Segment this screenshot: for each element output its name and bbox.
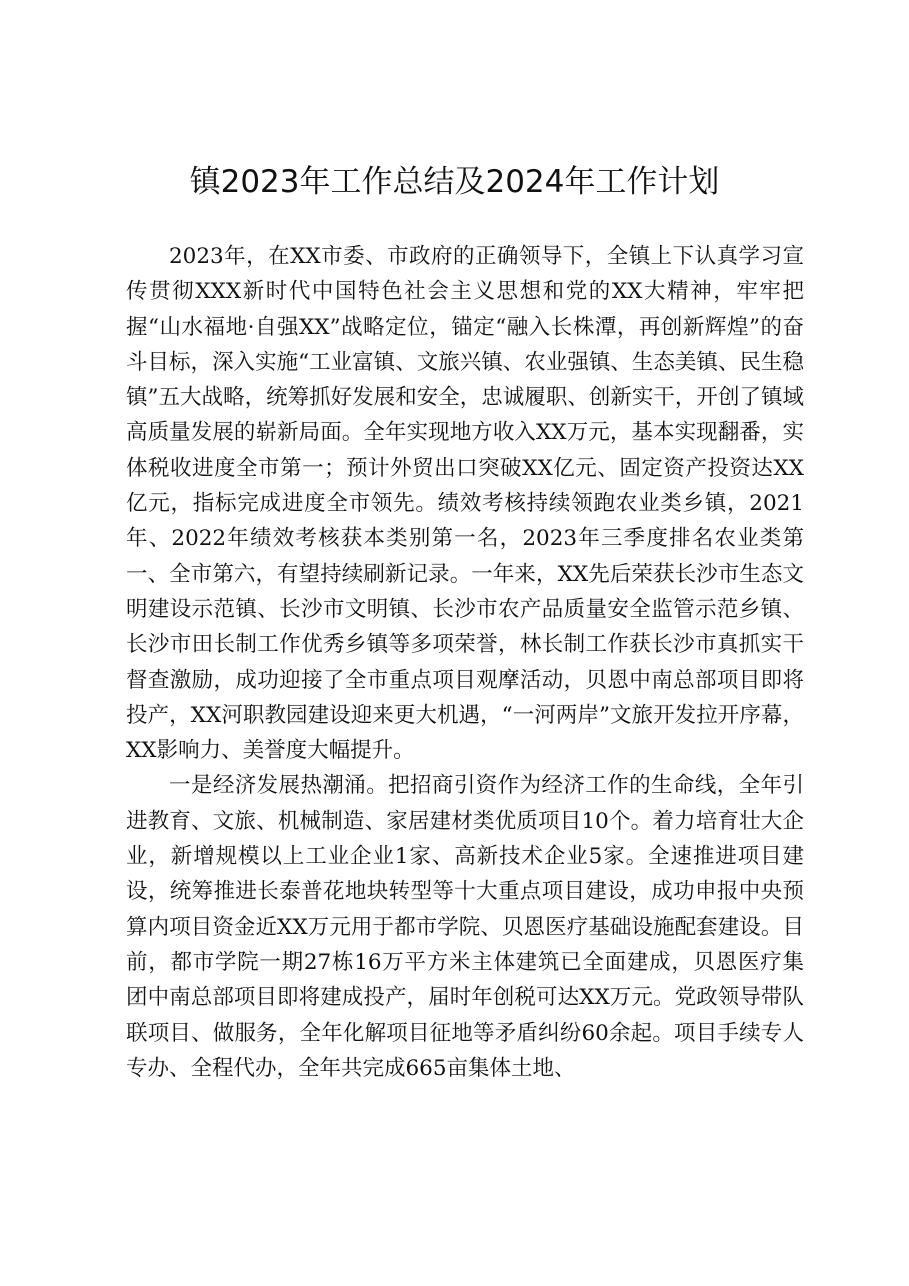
paragraph-economy: 一是经济发展热潮涌。把招商引资作为经济工作的生命线，全年引进教育、文旅、机械制造、家居建材类优质项目10个。着力培育壮大企业，新增规模以上工业企业1家、高新技术企业5家。全速推进项目建设，统筹推进长泰普花地块转型等十大重点项目建设，成功申报中央预算内项目资金近XX万元用于都市学院、贝恩医疗基础设施配套建设。目前，都市学院一期27栋16万平方米主体建筑已全面建成，贝恩医疗集团中南总部项目即将建成投产，届时年创税可达XX万元。党政领导带队联项目、做服务，全年化解项目征地等矛盾纠纷60余起。项目手续专人专办、全程代办，全年共完成665亩集体土地、 <box>126 773 804 1081</box>
document-title: 镇2023年工作总结及2024年工作计划 <box>189 164 720 200</box>
document-body <box>126 239 804 1086</box>
paragraph-intro: 2023年，在XX市委、市政府的正确领导下，全镇上下认真学习宣传贯彻XXX新时代中国特色社会主义思想和党的XX大精神，牢牢把握“山水福地·自强XX”战略定位，锚定“融入长株潭，再创新辉煌”的奋斗目标，深入实施“工业富镇、文旅兴镇、农业强镇、生态美镇、民生稳镇”五大战略，统筹抓好发展和安全，忠诚履职、创新实干，开创了镇域高质量发展的崭新局面。全年实现地方收入XX万元，基本实现翻番，实体税收进度全市第一；预计外贸出口突破XX亿元、固定资产投资达XX亿元，指标完成进度全市领先。绩效考核持续领跑农业类乡镇，2021年、2022年绩效考核获本类别第一名，2023年三季度排名农业类第一、全市第六，有望持续刷新记录。一年来，XX先后荣获长沙市生态文明建设示范镇、长沙市文明镇、长沙市农产品质量安全监管示范乡镇、长沙市田长制工作优秀乡镇等多项荣誉，林长制工作获长沙市真抓实干督查激励，成功迎接了全市重点项目观摩活动，贝恩中南总部项目即将投产，XX河职教园建设迎来更大机遇，“一河两岸”文旅开发拉开序幕，XX影响力、美誉度大幅提升。 <box>126 244 804 764</box>
